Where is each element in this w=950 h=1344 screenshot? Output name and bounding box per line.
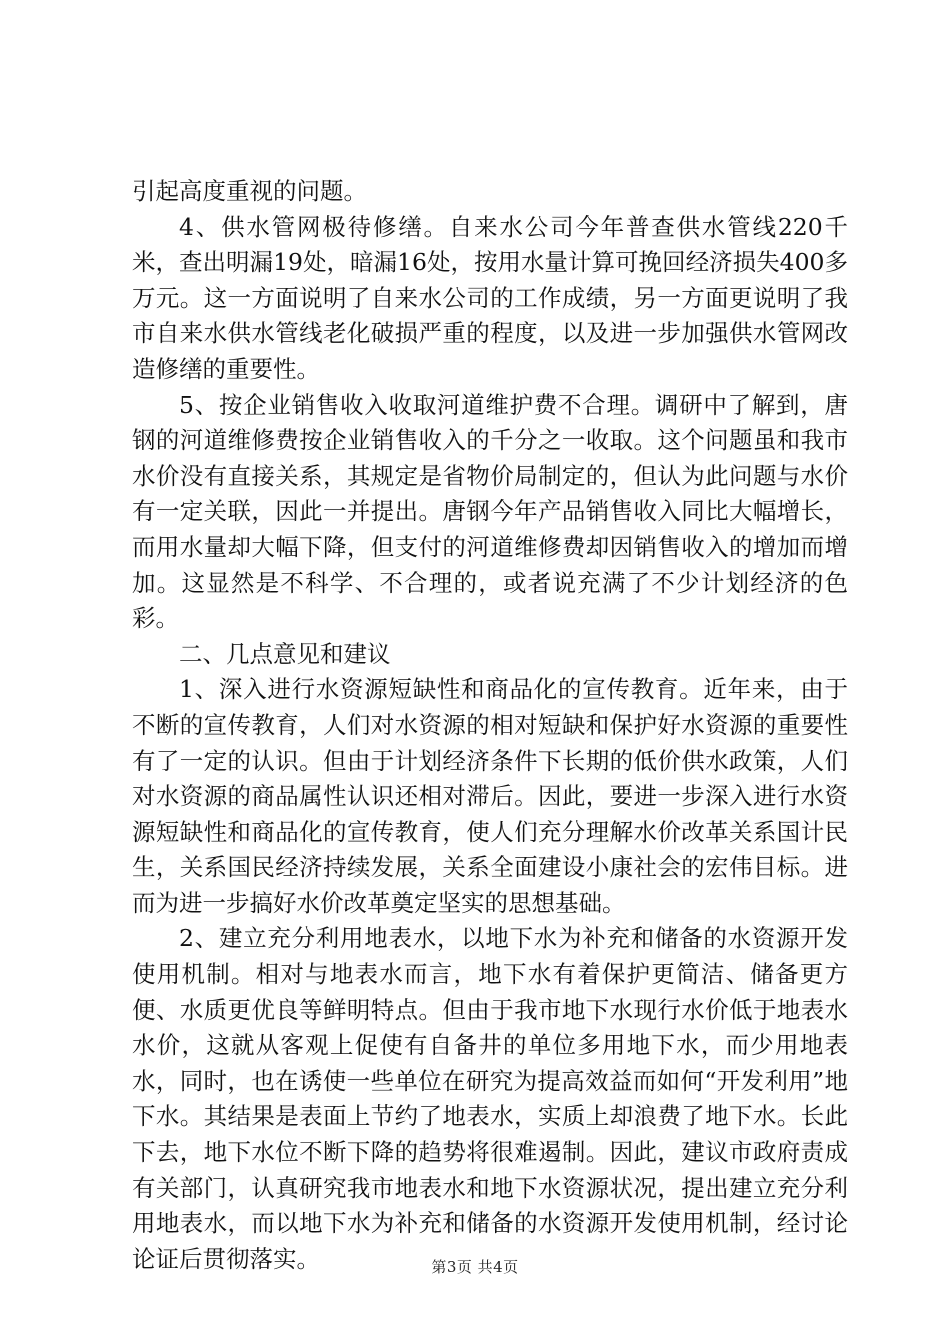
paragraph-river-fee: 5、按企业销售收入收取河道维护费不合理。调研中了解到，唐钢的河道维修费按企业销售收入的千分之一收取。这个问题虽和我市水价没有直接关系，其规定是省物价局制定的，但认为此问题与水价有一定关联，因此一并提出。唐钢今年产品销售收入同比大幅增长，而用水量却大幅下降，但支付的河道维修费却因销售收入的增加而增加。这显然是不科学、不合理的，或者说充满了不少计划经济的色彩。 <box>132 390 848 633</box>
document-body <box>132 174 848 1277</box>
paragraph-groundwater: 2、建立充分利用地表水，以地下水为补充和储备的水资源开发使用机制。相对与地表水而言，地下水有着保护更简洁、储备更方便、水质更优良等鲜明特点。但由于我市地下水现行水价低于地表水水价，这就从客观上促使有自备井的单位多用地下水，而少用地表水，同时，也在诱使一些单位在研究为提高效益而如何“开发利用”地下水。其结果是表面上节约了地表水，实质上却浪费了地下水。长此下去，地下水位不断下降的趋势将很难遏制。因此，建议市政府责成有关部门，认真研究我市地表水和地下水资源状况，提出建立充分利用地表水，而以地下水为补充和储备的水资源开发使用机制，经讨论论证后贯彻落实。 <box>132 924 848 1273</box>
paragraph-continuation: 引起高度重视的问题。 <box>132 177 367 205</box>
paragraph-pipe-network: 4、供水管网极待修缮。自来水公司今年普查供水管线220千米，查出明漏19处，暗漏16处，按用水量计算可挽回经济损失400多万元。这一方面说明了自来水公司的工作成绩，另一方面更说明了我市自来水供水管线老化破损严重的程度，以及进一步加强供水管网改造修缮的重要性。 <box>132 212 848 383</box>
paragraph-publicity: 1、深入进行水资源短缺性和商品化的宣传教育。近年来，由于不断的宣传教育，人们对水资源的相对短缺和保护好水资源的重要性有了一定的认识。但由于计划经济条件下长期的低价供水政策，人们对水资源的商品属性认识还相对滞后。因此，要进一步深入进行水资源短缺性和商品化的宣传教育，使人们充分理解水价改革关系国计民生，关系国民经济持续发展，关系全面建设小康社会的宏伟目标。进而为进一步搞好水价改革奠定坚实的思想基础。 <box>132 675 848 917</box>
section-heading-suggestions: 二、几点意见和建议 <box>179 639 391 668</box>
page-footer: 第3页 共4页 <box>431 1258 519 1276</box>
